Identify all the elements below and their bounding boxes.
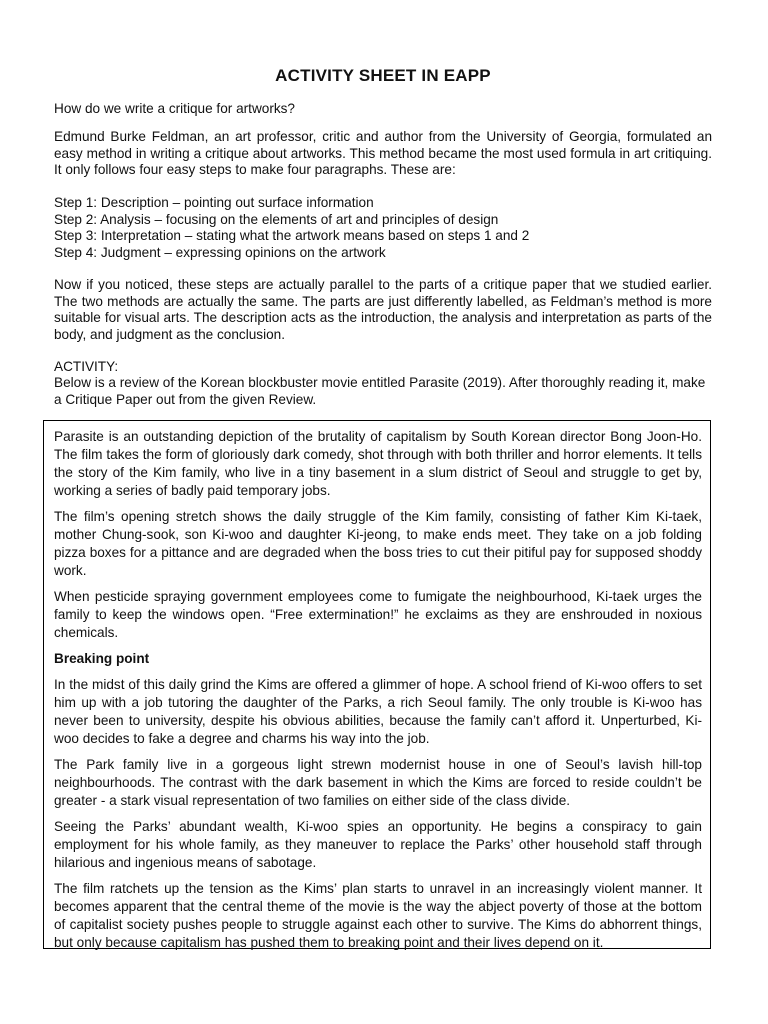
parallel-paragraph: Now if you noticed, these steps are actually parallel to the parts of a critique paper that we studied earlier. The two methods are actually the same. The parts are just differently labelled, as Feldman’s method is more suitable for visual arts. The description acts as the introduction, the analysis and interpretation as parts of the body, and judgment as the conclusion. (54, 277, 712, 342)
question-text: How do we write a critique for artworks? (54, 101, 295, 116)
review-paragraph: When pesticide spraying government employees come to fumigate the neighbourhood, Ki-taek urges the family to keep the windows open. “Free extermination!” he exclaims as they are enshrouded in noxious chemicals. (54, 589, 702, 640)
intro-paragraph: Edmund Burke Feldman, an art professor, critic and author from the University of Georgia, formulated an easy method in writing a critique about artworks. This method became the most used formula in art critiquing. It only follows four easy steps to make four paragraphs. These are: (54, 129, 712, 177)
steps-list (54, 195, 712, 261)
review-paragraph: Seeing the Parks’ abundant wealth, Ki-woo spies an opportunity. He begins a conspiracy to gain employment for his whole family, as they maneuver to replace the Parks’ other household staff through hilarious and ingenious means of sabotage. (54, 819, 702, 870)
activity-label: ACTIVITY: (54, 359, 119, 374)
review-paragraph: The Park family live in a gorgeous light strewn modernist house in one of Seoul’s lavish hill-top neighbourhoods. The contrast with the dark basement in which the Kims are forced to reside couldn’t be greater - a stark visual representation of two families on either side of the class divide. (54, 757, 702, 808)
activity-instructions: Below is a review of the Korean blockbuster movie entitled Parasite (2019). After thoroughly reading it, make a Critique Paper out from the given Review. (54, 375, 706, 407)
review-paragraph: Parasite is an outstanding depiction of the brutality of capitalism by South Korean director Bong Joon-Ho. The film takes the form of gloriously dark comedy, shot through with both thriller and horror elements. It tells the story of the Kim family, who live in a tiny basement in a slum district of Seoul and struggle to get by, working a series of badly paid temporary jobs. (54, 429, 702, 498)
review-box (43, 420, 711, 949)
review-subheading: Breaking point (54, 651, 150, 666)
step-item: Step 3: Interpretation – stating what the artwork means based on steps 1 and 2 (54, 228, 530, 243)
review-paragraph: In the midst of this daily grind the Kims are offered a glimmer of hope. A school friend of Ki-woo offers to set him up with a job tutoring the daughter of the Parks, a rich Seoul family. The only trouble is Ki-woo has never been to university, despite his obvious abilities, because the family can’t afford it. Unperturbed, Ki-woo decides to fake a degree and charms his way into the job. (54, 677, 702, 746)
review-paragraph: The film ratchets up the tension as the Kims’ plan starts to unravel in an increasingly violent manner. It becomes apparent that the central theme of the movie is the way the abject poverty of those at the bottom of capitalist society pushes people to struggle against each other to survive. The Kims do abhorrent things, but only because capitalism has pushed them to breaking point and their lives depend on it. (54, 881, 702, 950)
review-paragraph: The film’s opening stretch shows the daily struggle of the Kim family, consisting of father Kim Ki-taek, mother Chung-sook, son Ki-woo and daughter Ki-jeong, to make ends meet. They take on a job folding pizza boxes for a pittance and are degraded when the boss tries to cut their pitiful pay for supposed shoddy work. (54, 509, 702, 578)
review-content (54, 428, 702, 960)
page-title: ACTIVITY SHEET IN EAPP (275, 66, 491, 85)
step-item: Step 1: Description – pointing out surface information (54, 195, 374, 210)
step-item: Step 4: Judgment – expressing opinions on the artwork (54, 244, 386, 260)
step-item: Step 2: Analysis – focusing on the elements of art and principles of design (54, 211, 499, 227)
